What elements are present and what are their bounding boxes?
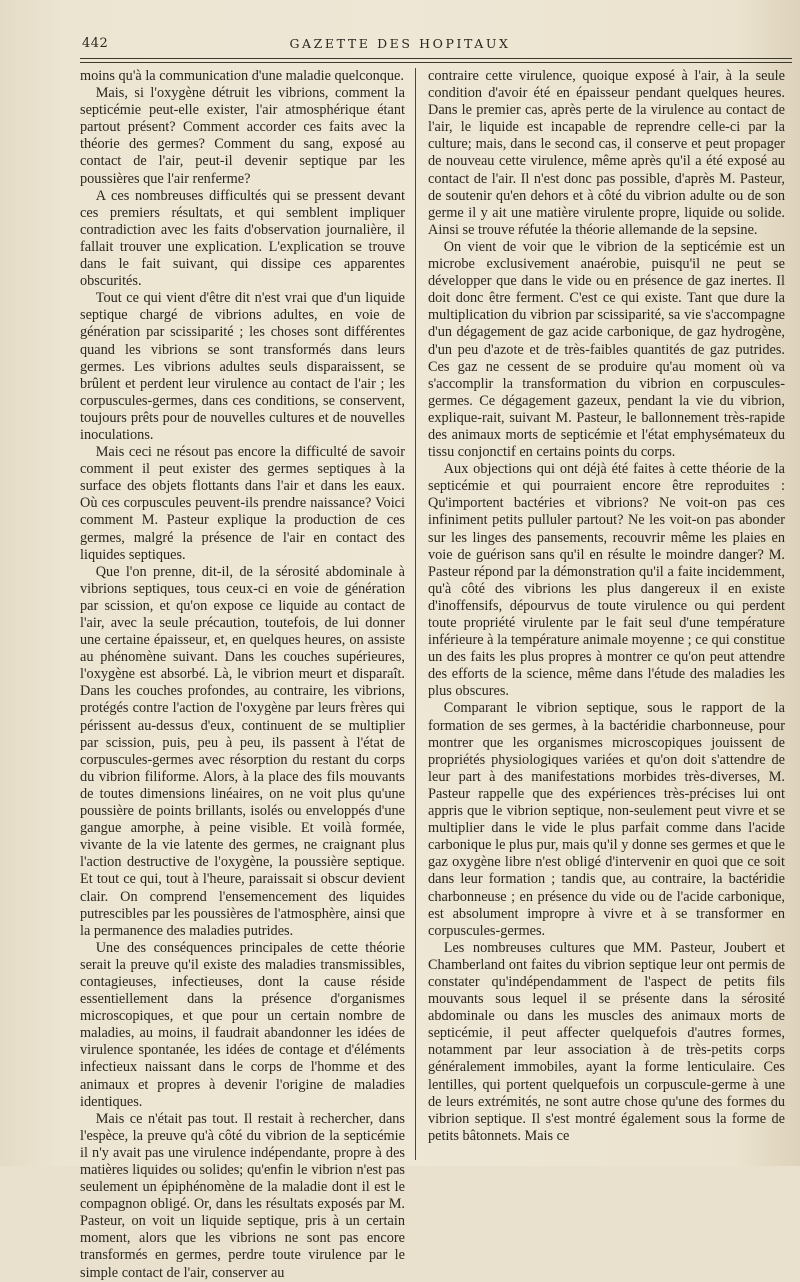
paragraph: Aux objections qui ont déjà été faites à cette théorie de la septicémie et qui pourraient encore être reproduites : Qu'importent bactéries et vibrions? Ne voit-on pas ces infiniment petits pulluler partout? Ne les voit-on pas abonder sur les linges des pansements, recouvrir même les plaies en voie de guérison sans qu'il en résulte le moindre danger? M. Pasteur répond par la démonstration qu'il a faite incidemment, qu'à côté des vibrions les plus dangereux il en existe d'inoffensifs, dépourvus de toute virulence ou qui perdent toute propriété virulente par le fait seul d'une température inférieure à la température animale moyenne ; ce qui constitue un des faits les plus propres à montrer ce qu'on peut attendre des efforts de la science, même dans l'étude des maladies les plus obscures. bbox=[428, 461, 785, 700]
paragraph: contraire cette virulence, quoique exposé à l'air, à la seule condition d'avoir été en épaisseur pendant quelques heures. Dans le premier cas, après perte de la virulence au contact de l'air, le liquide est incapable de reprendre celle-ci par la culture; mais, dans le second cas, il conserve et peut propager de nouveau cette virulence, même après qu'il a été exposé au contact de l'air. Il n'est donc pas possible, d'après M. Pasteur, de soutenir qu'en dehors et à côté du vibrion adulte ou de son germe il y ait une matière virulente propre, liquide ou solide. Ainsi se trouve réfutée la théorie allemande de la sepsine. bbox=[428, 68, 785, 238]
header-rule-top bbox=[80, 58, 792, 59]
left-column bbox=[80, 68, 405, 1281]
paragraph: Tout ce qui vient d'être dit n'est vrai que d'un liquide septique chargé de vibrions adultes, en voie de génération par scissiparité ; les choses sont différentes quand les vibrions se sont transformés dans leurs germes. Les vibrions adultes seuls disparaissent, se brûlent et perdent leur virulence au contact de l'air ; les corpuscules-germes, dans ces conditions, se conservent, toujours prêts pour de nouvelles cultures et de nouvelles inoculations. bbox=[80, 290, 405, 443]
paragraph: Les nombreuses cultures que MM. Pasteur, Joubert et Chamberland ont faites du vibrion septique leur ont permis de constater qu'indépendamment de l'aspect de petits fils mouvants sous lequel il se présente dans la sérosité abdominale ou dans les muscles des animaux morts de septicémie, il peut affecter quelquefois d'autres formes, notamment par leur association à de très-petits corps généralement immobiles, ayant la forme lenticulaire. Ces lentilles, qui portent quelquefois un corpuscule-germe à une de leurs extrémités, ne sont autre chose qu'une des formes du vibrion septique. Il s'est montré également sous la forme de petits bâtonnets. Mais ce bbox=[428, 939, 785, 1144]
paragraph: A ces nombreuses difficultés qui se pressent devant ces premiers résultats, et qui semblent impliquer contradiction avec les faits d'observation journalière, il fallait trouver une explication. L'explication se trouve dans le fait suivant, qui dissipe ces apparentes obscurités. bbox=[80, 187, 405, 290]
header-rule-bottom bbox=[80, 62, 792, 63]
paragraph: Mais ceci ne résout pas encore la difficulté de savoir comment il peut exister des germes septiques à la surface des objets flottants dans l'air et dans les eaux. Où ces corpuscules peuvent-ils prendre naissance? Voici comment M. Pasteur explique la production de ces germes, malgré la présence de l'air en contact des liquides septiques. bbox=[80, 444, 405, 563]
column-divider bbox=[415, 68, 416, 1160]
paragraph: Comparant le vibrion septique, sous le rapport de la formation de ses germes, à la bactéridie charbonneuse, pour montrer que les organismes microscopiques jouissent de propriétés physiologiques variées et qu'on doit s'attendre de leur part à des manifestations morbides très-diverses, M. Pasteur rappelle que des expériences très-précises lui ont appris que le vibrion septique, non-seulement peut vivre et se multiplier dans le vide le plus parfait comme dans l'acide carbonique le plus pur, mais qu'il y donne ses germes et que le gaz oxygène libre n'est obligé d'intervenir en quoi que ce soit dans leur formation ; tandis que, au contraire, la bactéridie charbonneuse ; en présence du vide ou de l'acide carbonique, est absolument impropre à vivre et à se transformer en corpuscules-germes. bbox=[428, 700, 785, 939]
paragraph: On vient de voir que le vibrion de la septicémie est un microbe exclusivement anaérobie, puisqu'il ne peut se développer que dans le vide ou en présence de gaz inertes. Il doit donc être ferment. C'est ce qui existe. Tant que dure la multiplication du vibrion par scissiparité, sa vie s'accompagne d'un dégagement de gaz acide carbonique, de gaz hydrogène, d'un peu d'azote et de très-faibles quantités de gaz putrides. Ces gaz ne cessent de se produire qu'au moment où va s'accomplir la transformation du vibrion en corpuscules-germes. Ce dégagement gazeux, pendant la vie du vibrion, explique-rait, suivant M. Pasteur, le ballonnement très-rapide des animaux morts de septicémie et l'état emphysémateux du tissu conjonctif en certains points du corps. bbox=[428, 238, 785, 461]
paragraph: Que l'on prenne, dit-il, de la sérosité abdominale à vibrions septiques, tous ceux-ci en voie de génération par scission, et qu'on expose ce liquide au contact de l'air, avec la seule précaution, toutefois, de lui donner une certaine épaisseur, et, en quelques heures, on assiste au phénomène suivant. Dans les couches supérieures, l'oxygène est absorbé. Là, le vibrion meurt et disparaît. Dans les couches profondes, au contraire, les vibrions, protégés contre l'action de l'oxygène par leurs frères qui périssent au-dessus d'eux, continuent de se multiplier par scission, puis, peu à peu, ils passent à l'état de corpuscules-germes avec résorption du restant du corps du vibrion filiforme. Alors, à la place des fils mouvants de toutes dimensions linéaires, on ne voit plus qu'une poussière de points brillants, isolés ou enveloppés d'une gangue amorphe, à peine visible. Et voilà formée, vivante de la vie latente des germes, ne craignant plus l'action destructive de l'oxygène, la poussière septique. Et tout ce qui, tout à l'heure, paraissait si obscur devient clair. On comprend l'ensemencement des liquides putrescibles par les poussières de l'atmosphère, ainsi que la permanence des maladies putrides. bbox=[80, 563, 405, 939]
paragraph: Une des conséquences principales de cette théorie serait la preuve qu'il existe des maladies transmissibles, contagieuses, infectieuses, dont la cause réside essentiellement dans la présence d'organismes microscopiques, et que pour un certain nombre de maladies, au moins, il faudrait abandonner les idées de virulence spontanée, les idées de contage et d'éléments infectieux naissant dans le corps de l'homme et des animaux et propres à devenir l'origine de maladies identiques. bbox=[80, 939, 405, 1110]
paragraph: Mais ce n'était pas tout. Il restait à rechercher, dans l'espèce, la preuve qu'à côté du vibrion de la septicémie il n'y avait pas une virulence indépendante, propre à des matières liquides ou solides; qu'enfin le vibrion n'est pas seulement un épiphénomène de la maladie dont il est le compagnon obligé. Or, dans les résultats exposés par M. Pasteur, on voit un liquide septique, pris à un certain moment, alors que les vibrions ne sont pas encore transformés en germes, perdre toute virulence par le simple contact de l'air, conserver au bbox=[80, 1110, 405, 1281]
page-number: 442 bbox=[82, 36, 109, 51]
right-column bbox=[428, 68, 785, 1160]
paragraph: moins qu'à la communication d'une maladie quelconque. bbox=[80, 68, 404, 84]
running-head-title: GAZETTE DES HOPITAUX bbox=[289, 36, 511, 51]
paragraph: Mais, si l'oxygène détruit les vibrions, comment la septicémie peut-elle exister, l'air atmosphérique étant partout présent? Comment accorder ces faits avec la théorie des germes? Comment du sang, exposé au contact de l'air, peut-il devenir septique par les poussières que l'air renferme? bbox=[80, 85, 405, 187]
